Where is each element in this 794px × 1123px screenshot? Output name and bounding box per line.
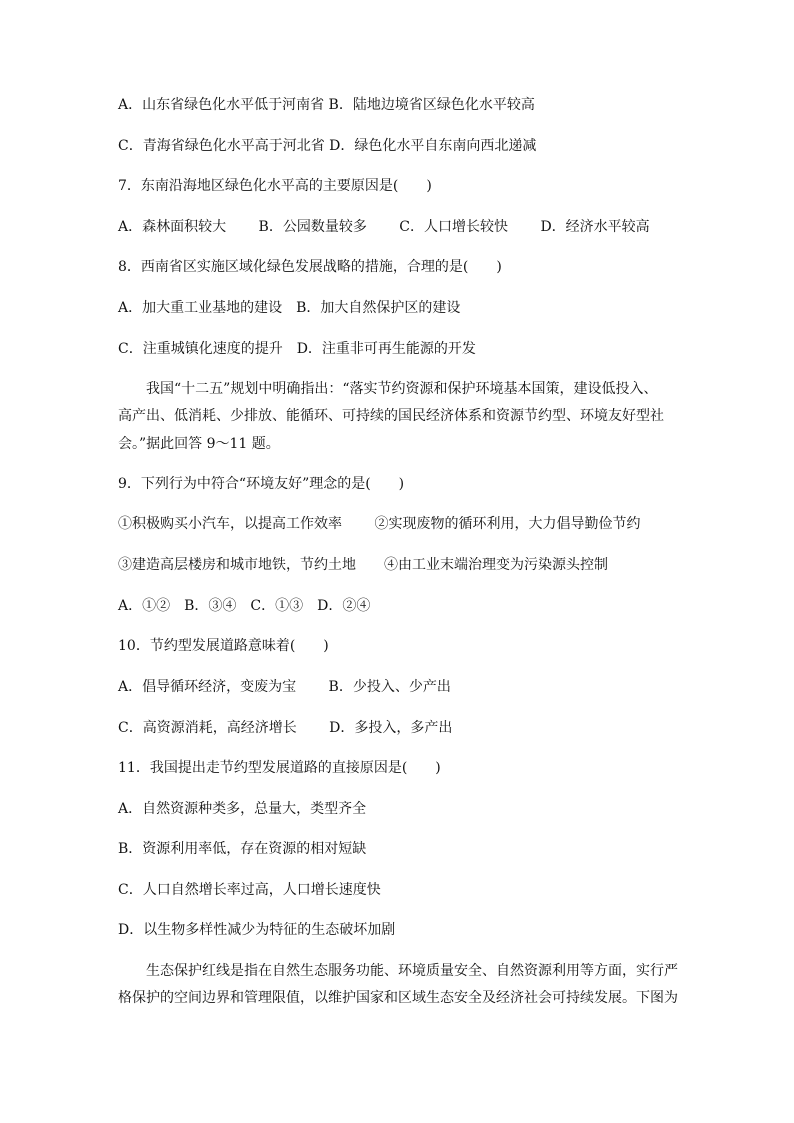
- question-11-option-a: A．自然资源种类多，总量大，类型齐全: [118, 801, 367, 817]
- question-10-options-cd: C．高资源消耗，高经济增长 D．多投入，多产出: [118, 720, 453, 736]
- question-9-statements-12: ①积极购买小汽车，以提高工作效率 ②实现废物的循环利用，大力倡导勤俭节约: [118, 516, 641, 532]
- question-8-options-ab: A．加大重工业基地的建设 B．加大自然保护区的建设: [118, 300, 461, 316]
- line-q6-options-ab: A．山东省绿色化水平低于河南省 B．陆地边境省区绿色化水平较高: [118, 97, 535, 113]
- passage-1-line-3: 会。”据此回答 9～11 题。: [118, 436, 280, 452]
- passage-2-line-1: 生态保护红线是指在自然生态服务功能、环境质量安全、自然资源利用等方面，实行严: [146, 963, 678, 979]
- question-11: 11．我国提出走节约型发展道路的直接原因是( ): [118, 760, 441, 776]
- passage-1-line-2: 高产出、低消耗、少排放、能循环、可持续的国民经济体系和资源节约型、环境友好型社: [118, 408, 664, 424]
- line-q6-options-cd: C．青海省绿色化水平高于河北省 D．绿色化水平自东南向西北递减: [118, 138, 537, 154]
- question-9-options: A．①② B．③④ C．①③ D．②④: [118, 598, 371, 614]
- question-11-option-d: D．以生物多样性减少为特征的生态破坏加剧: [118, 922, 396, 938]
- passage-2-line-2: 格保护的空间边界和管理限值，以维护国家和区域生态安全及经济社会可持续发展。下图为: [118, 990, 678, 1006]
- question-8: 8．西南省区实施区域化绿色发展战略的措施，合理的是( ): [118, 259, 502, 275]
- question-9: 9．下列行为中符合“环境友好”理念的是( ): [118, 476, 405, 492]
- question-10: 10．节约型发展道路意味着( ): [118, 638, 329, 654]
- question-9-statements-34: ③建造高层楼房和城市地铁，节约土地 ④由工业末端治理变为污染源头控制: [118, 557, 608, 573]
- question-8-options-cd: C．注重城镇化速度的提升 D．注重非可再生能源的开发: [118, 341, 476, 357]
- question-7: 7．东南沿海地区绿色化水平高的主要原因是( ): [118, 178, 432, 194]
- question-11-option-c: C．人口自然增长率过高，人口增长速度快: [118, 882, 381, 898]
- question-10-options-ab: A．倡导循环经济，变废为宝 B．少投入、少产出: [118, 679, 451, 695]
- question-11-option-b: B．资源利用率低，存在资源的相对短缺: [118, 841, 367, 857]
- passage-1-line-1: 我国“十二五”规划中明确指出：“落实节约资源和保护环境基本国策，建设低投入、: [146, 381, 658, 397]
- question-7-options: A．森林面积较大 B．公园数量较多 C．人口增长较快 D．经济水平较高: [118, 219, 650, 235]
